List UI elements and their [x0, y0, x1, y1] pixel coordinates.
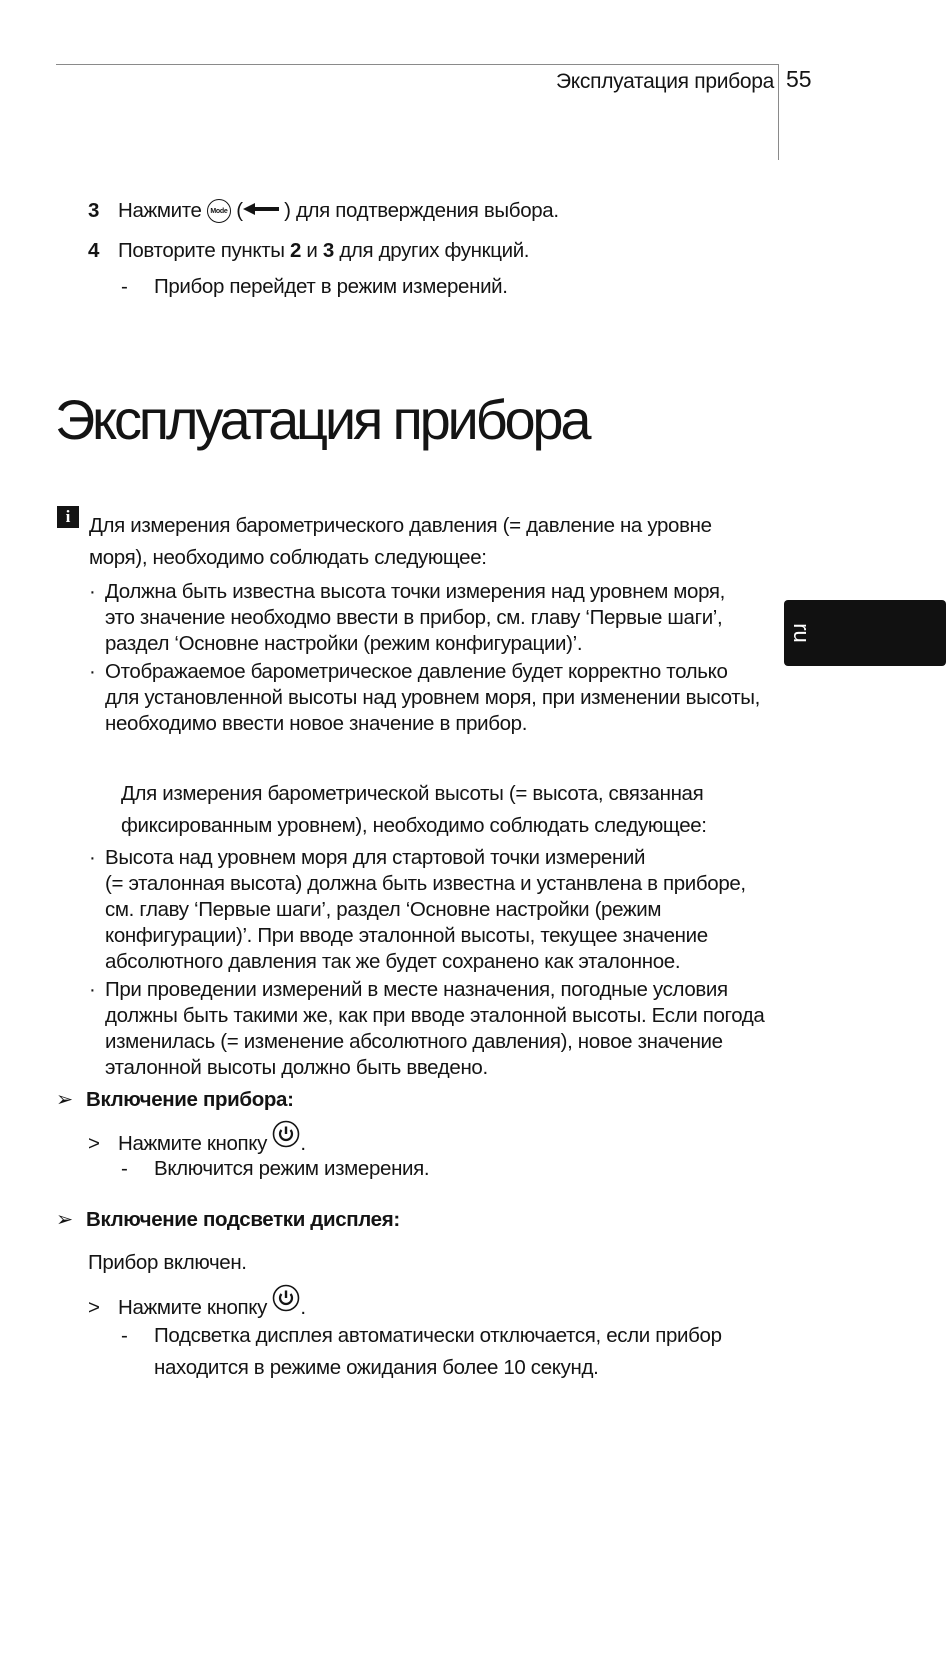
bullet-line: абсолютного давления так же будет сохранено как эталонное. [105, 950, 681, 973]
power-button-icon [272, 1284, 300, 1312]
baro-pressure-bullets [89, 579, 760, 737]
step-ref: 2 [290, 239, 302, 262]
power-on-result [121, 1156, 429, 1182]
baro-pressure-intro [89, 510, 712, 574]
intro-line: Для измерения барометрической высоты (= высота, связанная [121, 782, 704, 805]
power-button-icon [272, 1120, 300, 1148]
bullet-line: это значение необходмо ввести в прибор, см. главу ‘Первые шаги’, [105, 606, 723, 629]
action-marker: > [88, 1132, 100, 1155]
bullet-line: для установленной высоты над уровнем моря, при изменении высоты, [105, 686, 760, 709]
step-3: 3 Нажмите Mode ( ) для подтверждения выбора. [88, 199, 559, 222]
step-ref: 3 [322, 239, 334, 262]
power-on-action [88, 1120, 306, 1157]
step-4 [88, 238, 529, 264]
bullet-line: раздел ‘Основне настройки (режим конфигурации)’. [105, 632, 583, 655]
baro-altitude-intro [121, 778, 707, 842]
header-rule [56, 64, 779, 65]
bullet-line: необходимо ввести новое значение в прибор. [105, 712, 528, 735]
header-vertical-rule [778, 64, 779, 160]
bullet-line: · Должна быть известна высота точки измерения над уровнем моря, [105, 580, 726, 603]
info-icon: i [57, 506, 79, 528]
backlight-action [88, 1284, 306, 1321]
step-text: для других функций. [339, 239, 530, 262]
baro-altitude-bullets [89, 845, 764, 1081]
result-line: находится в режиме ожидания более 10 секунд. [154, 1356, 599, 1379]
step-text-after: ) для подтверждения выбора. [284, 199, 559, 222]
bullet-line: см. главу ‘Первые шаги’, раздел ‘Основне настройки (режим [105, 898, 662, 921]
backlight-result [121, 1320, 722, 1384]
result-text: Включится режим измерения. [154, 1157, 430, 1180]
step-result-text: Прибор перейдет в режим измерений. [154, 275, 508, 298]
bullet-item [89, 579, 760, 657]
bullet-line: изменилась (= изменение абсолютного давления), новое значение [105, 1030, 723, 1053]
step-result [121, 274, 508, 300]
dash-marker: - [121, 1324, 128, 1347]
period: . [300, 1132, 306, 1155]
heading-text: Включение прибора: [86, 1088, 294, 1111]
action-text: Нажмите кнопку [118, 1296, 268, 1319]
heading-text: Включение подсветки дисплея: [86, 1208, 400, 1231]
intro-line: Для измерения барометрического давления (= давление на уровне [89, 514, 712, 537]
bullet-line: конфигурации)’. При вводе эталонной высоты, текущее значение [105, 924, 708, 947]
step-number: 3 [88, 199, 100, 222]
bullet-line: · Высота над уровнем моря для стартовой точки измерений [105, 846, 646, 869]
bullet-line: (= эталонная высота) должна быть известна и устанвлена в приборе, [105, 872, 746, 895]
arrow-icon: ➢ [56, 1088, 73, 1111]
step-text: и [306, 239, 318, 262]
power-on-heading [56, 1087, 294, 1113]
action-text: Нажмите кнопку [118, 1132, 268, 1155]
step-text: Повторите пункты [118, 239, 285, 262]
enter-arrow-icon [243, 203, 279, 215]
page-number: 55 [786, 66, 812, 92]
language-tab-label: ru [789, 623, 814, 643]
bullet-line: · При проведении измерений в месте назначения, погодные условия [105, 978, 728, 1001]
backlight-precondition: Прибор включен. [88, 1251, 247, 1274]
bullet-item [89, 845, 764, 975]
intro-line: фиксированным уровнем), необходимо соблюдать следующее: [121, 814, 707, 837]
intro-line: моря), необходимо соблюдать следующее: [89, 546, 487, 569]
dash-marker: - [121, 1157, 128, 1180]
period: . [300, 1296, 306, 1319]
bullet-item [89, 659, 760, 737]
bullet-line: должны быть такими же, как при вводе эталонной высоты. Если погода [105, 1004, 765, 1027]
arrow-icon: ➢ [56, 1208, 73, 1231]
dash-marker: - [121, 275, 128, 298]
step-text: Нажмите [118, 199, 202, 222]
bullet-item [89, 977, 764, 1081]
bullet-line: · Отображаемое барометрическое давление будет корректно только [105, 660, 728, 683]
mode-button-icon: Mode [207, 199, 231, 223]
result-line: Подсветка дисплея автоматически отключается, если прибор [154, 1324, 722, 1347]
running-header-title: Эксплуатация прибора [556, 70, 774, 93]
bullet-line: эталонной высоты должно быть введено. [105, 1056, 488, 1079]
backlight-heading [56, 1207, 400, 1233]
section-title: Эксплуатация прибора [55, 388, 589, 451]
step-number: 4 [88, 239, 100, 262]
action-marker: > [88, 1296, 100, 1319]
